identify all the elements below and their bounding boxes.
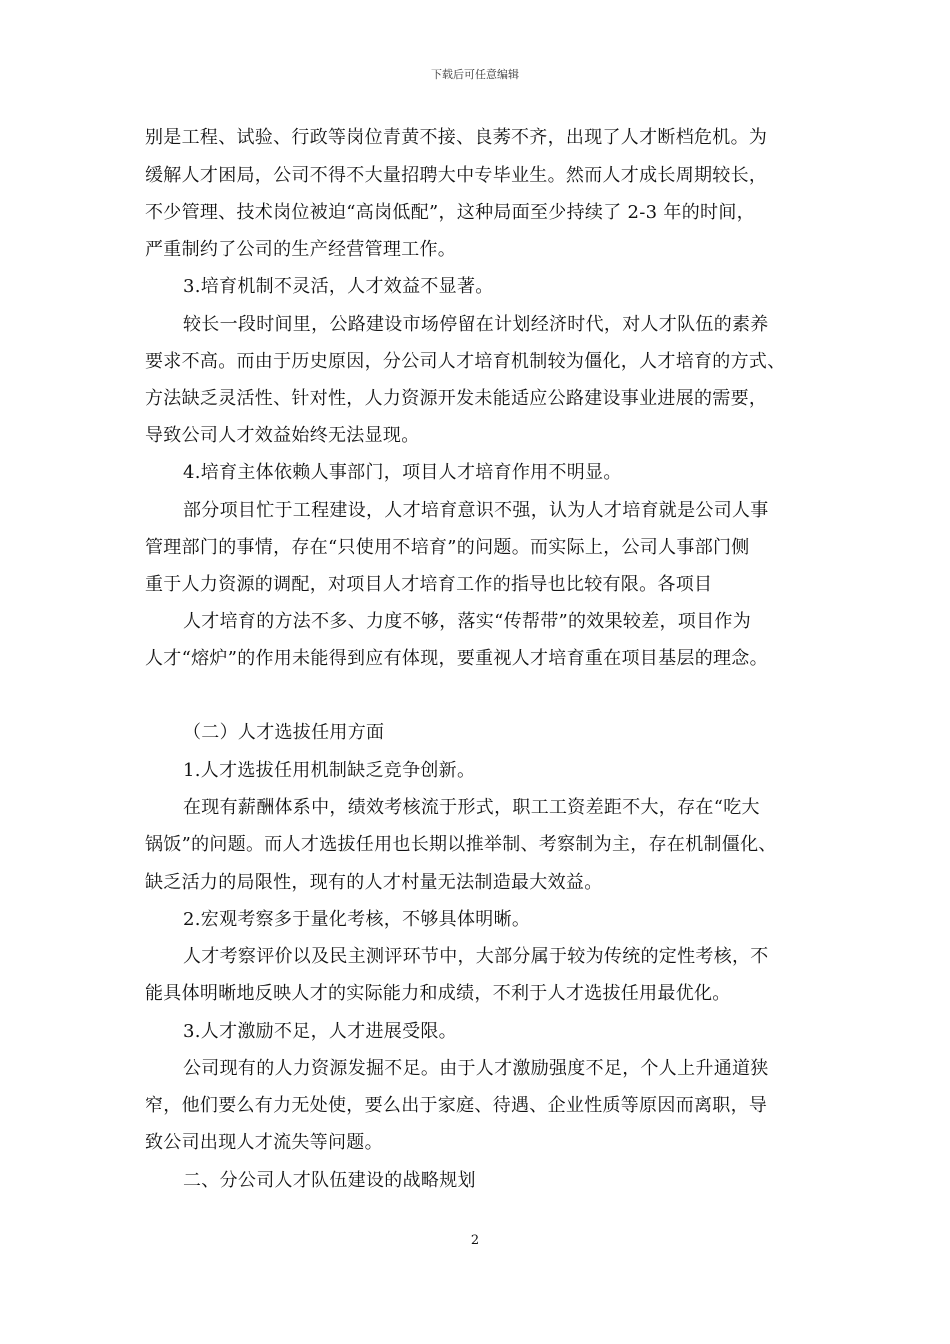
section-heading: 4.培育主体依赖人事部门，项目人才培育作用不明显。	[183, 462, 622, 483]
text-line: 不少管理、技术岗位被迫“高岗低配”，这种局面至少持续了 2-3 年的时间，	[145, 202, 755, 223]
text-line: 人才培育的方法不多、力度不够，落实“传帮带”的效果较差，项目作为	[183, 611, 752, 632]
text-line: 缓解人才困局，公司不得不大量招聘大中专毕业生。然而人才成长周期较长，	[145, 165, 768, 186]
text-line: 人才“熔炉”的作用未能得到应有体现，要重视人才培育重在项目基层的理念。	[145, 648, 768, 669]
text-line: 别是工程、试验、行政等岗位青黄不接、良莠不齐，出现了人才断档危机。为	[145, 127, 768, 148]
section-heading: 3.人才激励不足，人才进展受限。	[183, 1021, 457, 1042]
text-line: 方法缺乏灵活性、针对性，人力资源开发未能适应公路建设事业进展的需要，	[145, 388, 768, 409]
text-line: 缺乏活力的局限性，现有的人才村量无法制造最大效益。	[145, 872, 603, 893]
section-heading: 2.宏观考察多于量化考核，不够具体明晰。	[183, 909, 531, 930]
chapter-heading: 二、分公司人才队伍建设的战略规划	[183, 1170, 476, 1191]
text-line: 锅饭”的问题。而人才选拔任用也长期以推举制、考察制为主，存在机制僵化、	[145, 834, 777, 855]
text-line: 公司现有的人力资源发掘不足。由于人才激励强度不足，个人上升通道狭	[183, 1058, 769, 1079]
page-number: 2	[470, 1233, 480, 1248]
text-line: 人才考察评价以及民主测评环节中，大部分属于较为传统的定性考核，不	[183, 946, 769, 967]
text-line: 致公司出现人才流失等问题。	[145, 1132, 383, 1153]
text-line: 导致公司人才效益始终无法显现。	[145, 425, 420, 446]
section-heading: 3.培育机制不灵活，人才效益不显著。	[183, 276, 494, 297]
text-line: 在现有薪酬体系中，绩效考核流于形式，职工工资差距不大，存在“吃大	[183, 797, 760, 818]
section-heading: 1.人才选拔任用机制缺乏竞争创新。	[183, 760, 476, 781]
text-line: 部分项目忙于工程建设，人才培育意识不强，认为人才培育就是公司人事	[183, 500, 769, 521]
text-line: 要求不高。而由于历史原因，分公司人才培育机制较为僵化，人才培育的方式、	[145, 351, 786, 372]
subsection-title: （二）人才选拔任用方面	[183, 722, 385, 743]
text-line: 较长一段时间里，公路建设市场停留在计划经济时代，对人才队伍的素养	[183, 314, 769, 335]
page-header: 下载后可任意编辑	[431, 68, 519, 81]
text-line: 重于人力资源的调配，对项目人才培育工作的指导也比较有限。各项目	[145, 574, 713, 595]
text-line: 管理部门的事情，存在“只使用不培育”的问题。而实际上，公司人事部门侧	[145, 537, 750, 558]
text-line: 严重制约了公司的生产经营管理工作。	[145, 239, 457, 260]
text-line: 能具体明晰地反映人才的实际能力和成绩，不利于人才选拔任用最优化。	[145, 983, 731, 1004]
text-line: 窄，他们要么有力无处使，要么出于家庭、待遇、企业性质等原因而离职，导	[145, 1095, 768, 1116]
